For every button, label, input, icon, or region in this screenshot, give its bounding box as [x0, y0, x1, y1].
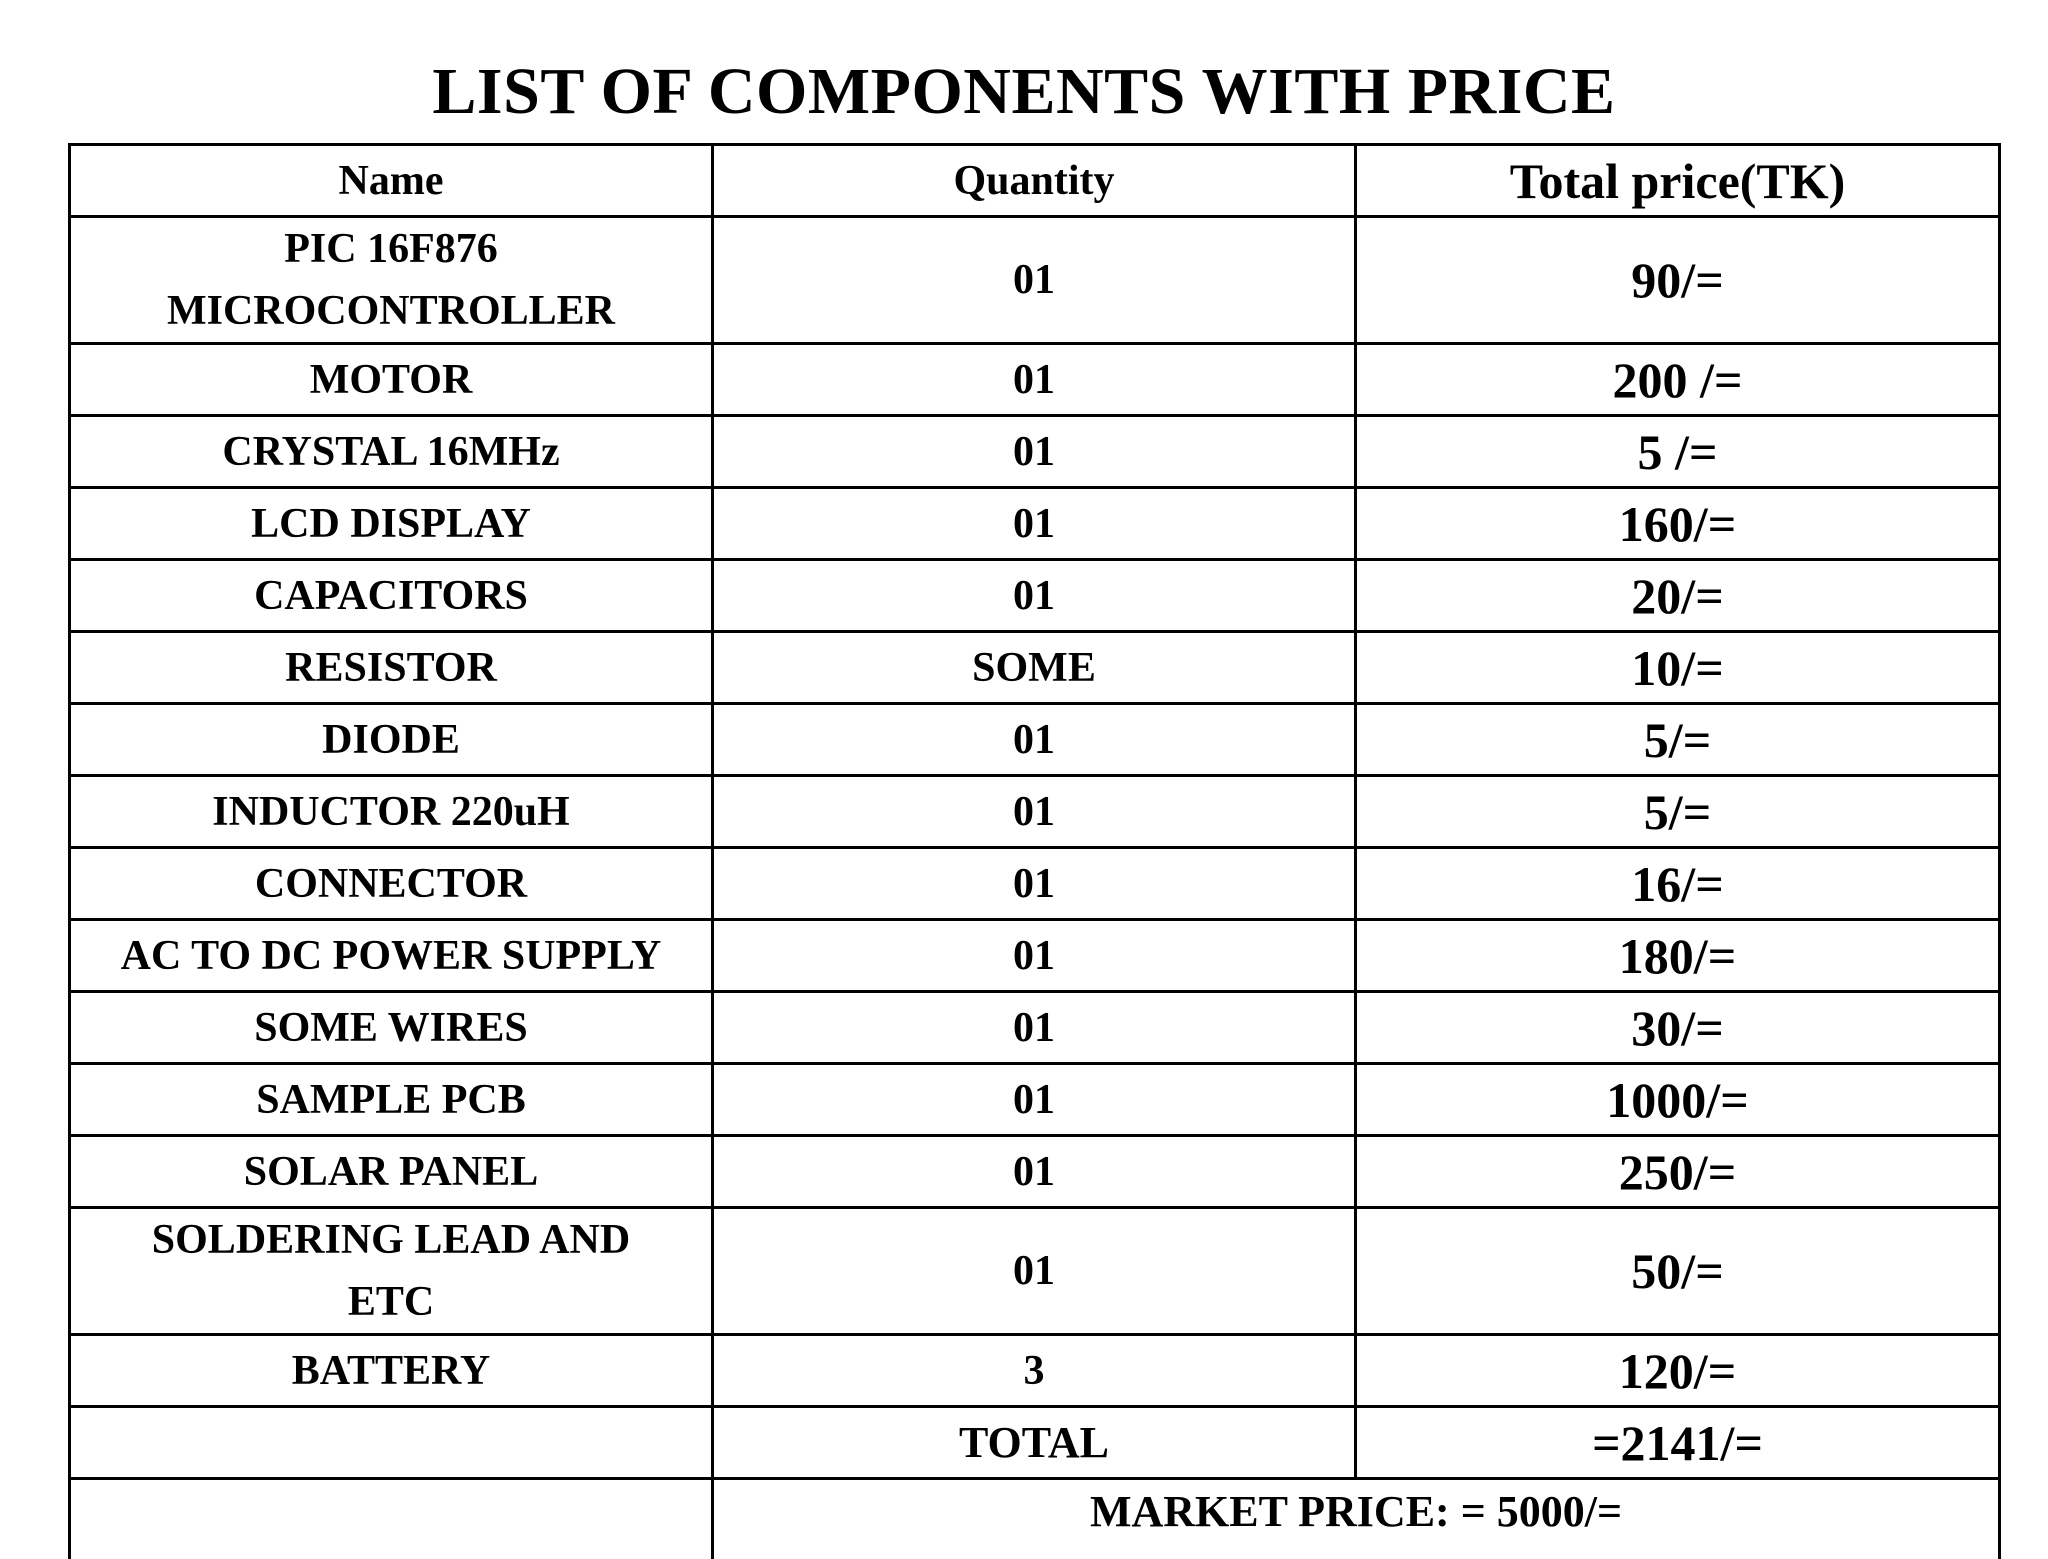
component-price: 200 /= [1356, 344, 2000, 416]
table-row [70, 632, 2000, 704]
component-name-line2: ETC [347, 1279, 435, 1325]
total-value: =2141/= [1356, 1407, 2000, 1479]
component-name: CAPACITORS [70, 560, 713, 632]
component-quantity: 01 [713, 217, 1356, 344]
component-name: SOME WIRES [70, 992, 713, 1064]
component-name: LCD DISPLAY [70, 488, 713, 560]
component-name: INDUCTOR 220uH [70, 776, 713, 848]
component-name: BATTERY [70, 1335, 713, 1407]
component-quantity: 01 [713, 1208, 1356, 1335]
component-quantity: 01 [713, 992, 1356, 1064]
component-name-line1: SOLDERING LEAD AND [151, 1217, 631, 1263]
component-quantity: 01 [713, 1064, 1356, 1136]
component-price: 16/= [1356, 848, 2000, 920]
component-quantity: SOME [713, 632, 1356, 704]
table-row [70, 416, 2000, 488]
component-name: RESISTOR [70, 632, 713, 704]
component-name: MOTOR [70, 344, 713, 416]
market-price-row [70, 1479, 2000, 1559]
table-row [70, 560, 2000, 632]
component-price: 250/= [1356, 1136, 2000, 1208]
component-price: 5/= [1356, 776, 2000, 848]
table-row [70, 488, 2000, 560]
table-row [70, 344, 2000, 416]
table-row [70, 776, 2000, 848]
component-quantity: 01 [713, 920, 1356, 992]
header-name: Name [70, 145, 713, 217]
component-price: 20/= [1356, 560, 2000, 632]
total-row [70, 1407, 2000, 1479]
header-quantity: Quantity [713, 145, 1356, 217]
component-price: 5/= [1356, 704, 2000, 776]
table-row [70, 1208, 2000, 1335]
component-name [70, 217, 713, 344]
component-price: 5 /= [1356, 416, 2000, 488]
component-name: CRYSTAL 16MHz [70, 416, 713, 488]
table-row [70, 217, 2000, 344]
table-row [70, 848, 2000, 920]
table-row [70, 704, 2000, 776]
total-label: TOTAL [713, 1407, 1356, 1479]
component-name [70, 1208, 713, 1335]
component-quantity: 01 [713, 416, 1356, 488]
component-price: 180/= [1356, 920, 2000, 992]
component-quantity: 01 [713, 848, 1356, 920]
component-price: 50/= [1356, 1208, 2000, 1335]
table-row [70, 1335, 2000, 1407]
component-price: 120/= [1356, 1335, 2000, 1407]
market-empty-cell [70, 1479, 713, 1559]
table-row [70, 1136, 2000, 1208]
component-price: 10/= [1356, 632, 2000, 704]
table-header-row [70, 145, 2000, 217]
components-table [68, 143, 2001, 1559]
component-quantity: 01 [713, 776, 1356, 848]
component-name: SOLAR PANEL [70, 1136, 713, 1208]
table-row [70, 920, 2000, 992]
component-quantity: 01 [713, 344, 1356, 416]
component-name: SAMPLE PCB [70, 1064, 713, 1136]
component-price: 160/= [1356, 488, 2000, 560]
market-price: MARKET PRICE: = 5000/= [713, 1479, 2000, 1559]
table-row [70, 992, 2000, 1064]
component-quantity: 01 [713, 488, 1356, 560]
component-name: DIODE [70, 704, 713, 776]
component-name: CONNECTOR [70, 848, 713, 920]
component-name-line1: PIC 16F876 [284, 226, 498, 272]
header-total-price: Total price(TK) [1356, 145, 2000, 217]
component-name: AC TO DC POWER SUPPLY [70, 920, 713, 992]
component-quantity: 01 [713, 704, 1356, 776]
component-name-line2: MICROCONTROLLER [166, 288, 616, 334]
component-price: 1000/= [1356, 1064, 2000, 1136]
component-quantity: 01 [713, 1136, 1356, 1208]
page-title: LIST OF COMPONENTS WITH PRICE [432, 55, 1616, 128]
total-empty-cell [70, 1407, 713, 1479]
table-row [70, 1064, 2000, 1136]
component-quantity: 3 [713, 1335, 1356, 1407]
component-price: 90/= [1356, 217, 2000, 344]
component-price: 30/= [1356, 992, 2000, 1064]
component-quantity: 01 [713, 560, 1356, 632]
